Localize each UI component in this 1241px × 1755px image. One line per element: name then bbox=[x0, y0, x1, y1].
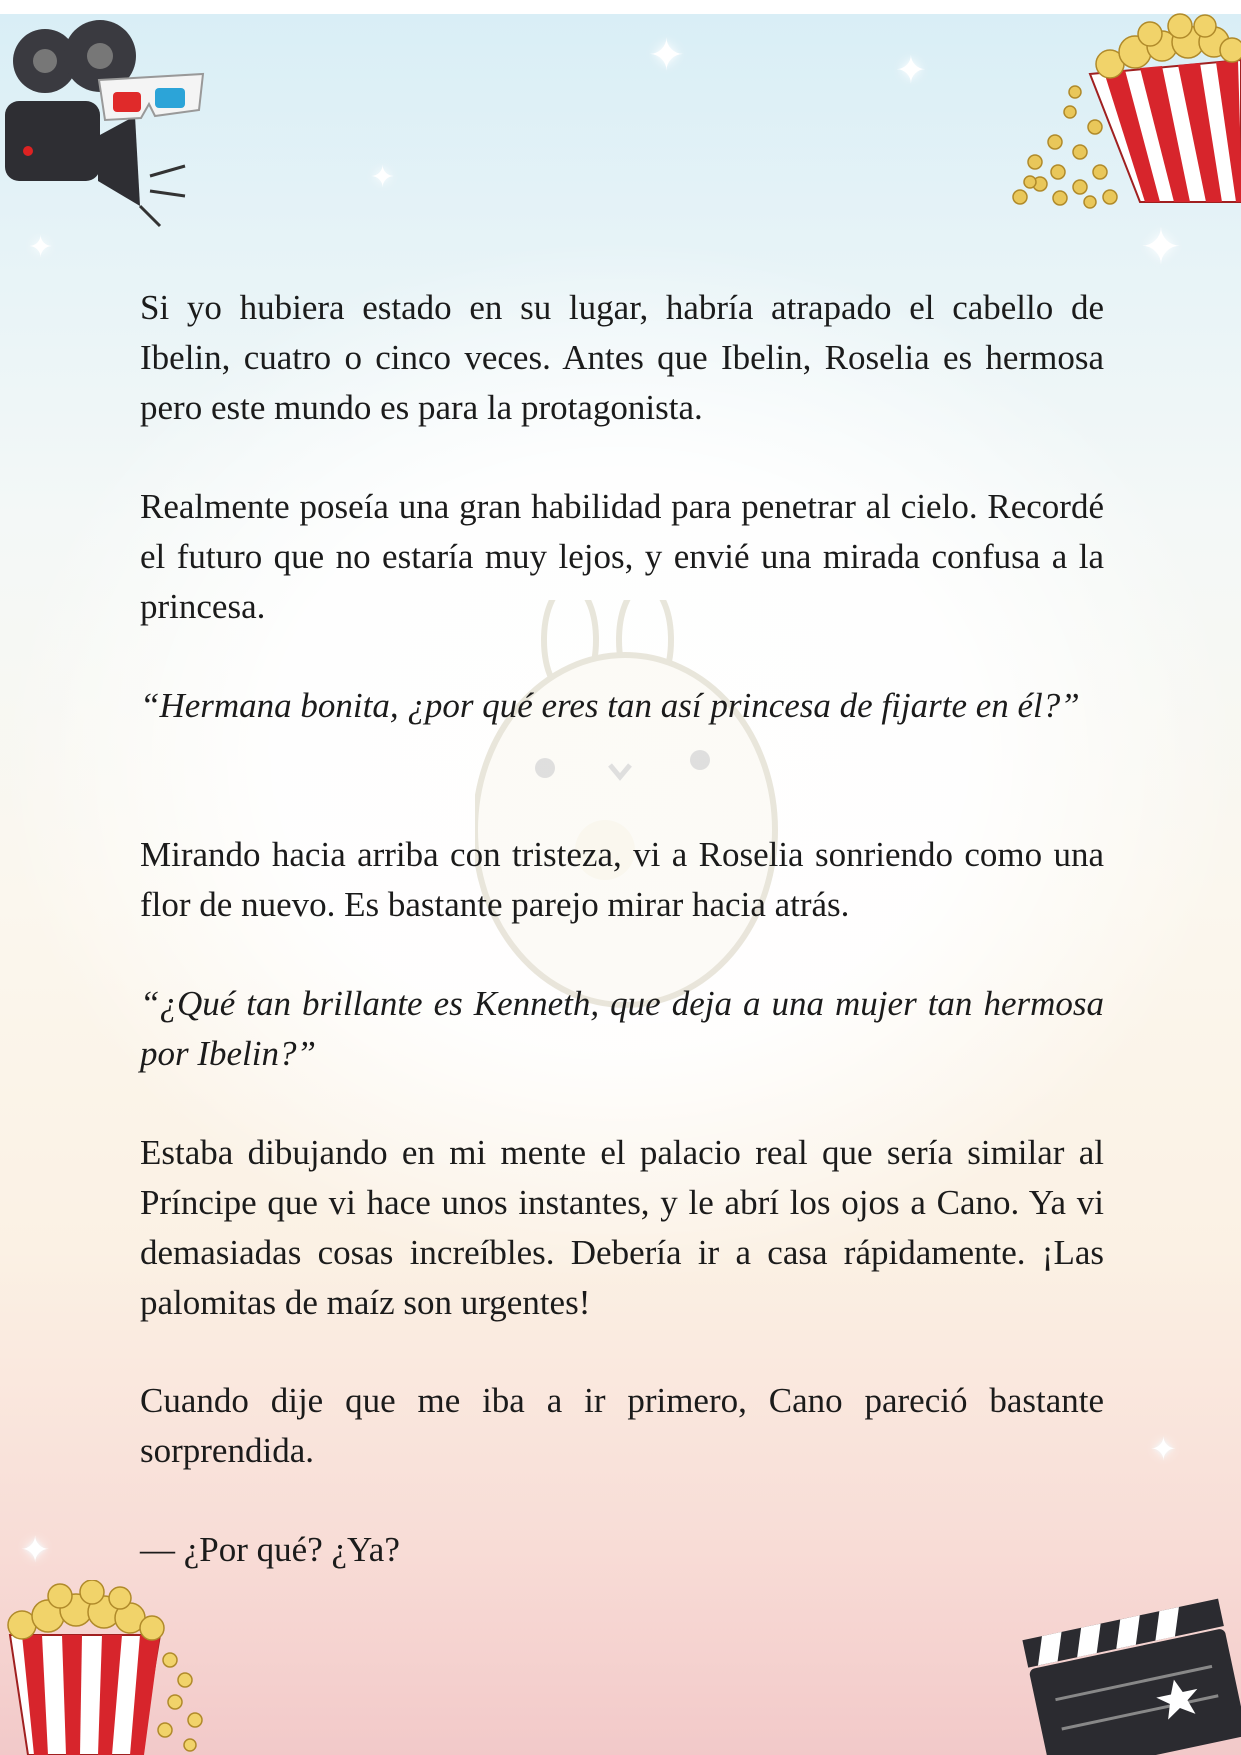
paragraph-4: Estaba dibujando en mi mente el palacio real que sería similar al Príncipe que vi hace unos instantes, y le abrí los ojos a Cano. Ya vi demasiadas cosas increíbles. Debería ir a casa rápidamente. ¡Las palomitas de maíz son urgentes! bbox=[140, 1133, 1104, 1322]
paragraph-3: Mirando hacia arriba con tristeza, vi a Roselia sonriendo como una flor de nuevo. Es bastante parejo mirar hacia atrás. bbox=[140, 835, 1104, 924]
paragraph-5: Cuando dije que me iba a ir primero, Cano pareció bastante sorprendida. bbox=[140, 1381, 1104, 1470]
paragraph-1: Si yo hubiera estado en su lugar, habría atrapado el cabello de Ibelin, cuatro o cinco veces. Antes que Ibelin, Roselia es hermosa pero este mundo es para la protagonista. bbox=[140, 288, 1104, 427]
popcorn-bucket-icon bbox=[0, 1580, 215, 1755]
sparkle-icon: ✦ bbox=[370, 160, 396, 195]
quote-2: “¿Qué tan brillante es Kenneth, que deja a una mujer tan hermosa por Ibelin?” bbox=[140, 984, 1104, 1073]
sparkle-icon: ✦ bbox=[1150, 1430, 1177, 1468]
bunny-mascot-watermark bbox=[475, 600, 845, 1020]
popcorn-bucket-icon bbox=[1000, 12, 1241, 212]
clapperboard-icon bbox=[1015, 1590, 1241, 1755]
sparkle-icon: ✦ bbox=[895, 48, 927, 92]
sparkle-icon: ✦ bbox=[20, 1530, 51, 1571]
sparkle-icon: ✦ bbox=[648, 30, 685, 81]
dialogue-line: — ¿Por qué? ¿Ya? bbox=[140, 1530, 400, 1569]
quote-1: “Hermana bonita, ¿por qué eres tan así princesa de fijarte en él?” bbox=[140, 686, 1080, 725]
3d-glasses-icon bbox=[95, 70, 207, 140]
sparkle-icon: ✦ bbox=[28, 230, 54, 265]
paragraph-2: Realmente poseía una gran habilidad para penetrar al cielo. Recordé el futuro que no estaría muy lejos, y envié una mirada confusa a la princesa. bbox=[140, 487, 1104, 626]
sparkle-icon: ✦ bbox=[1140, 218, 1182, 276]
